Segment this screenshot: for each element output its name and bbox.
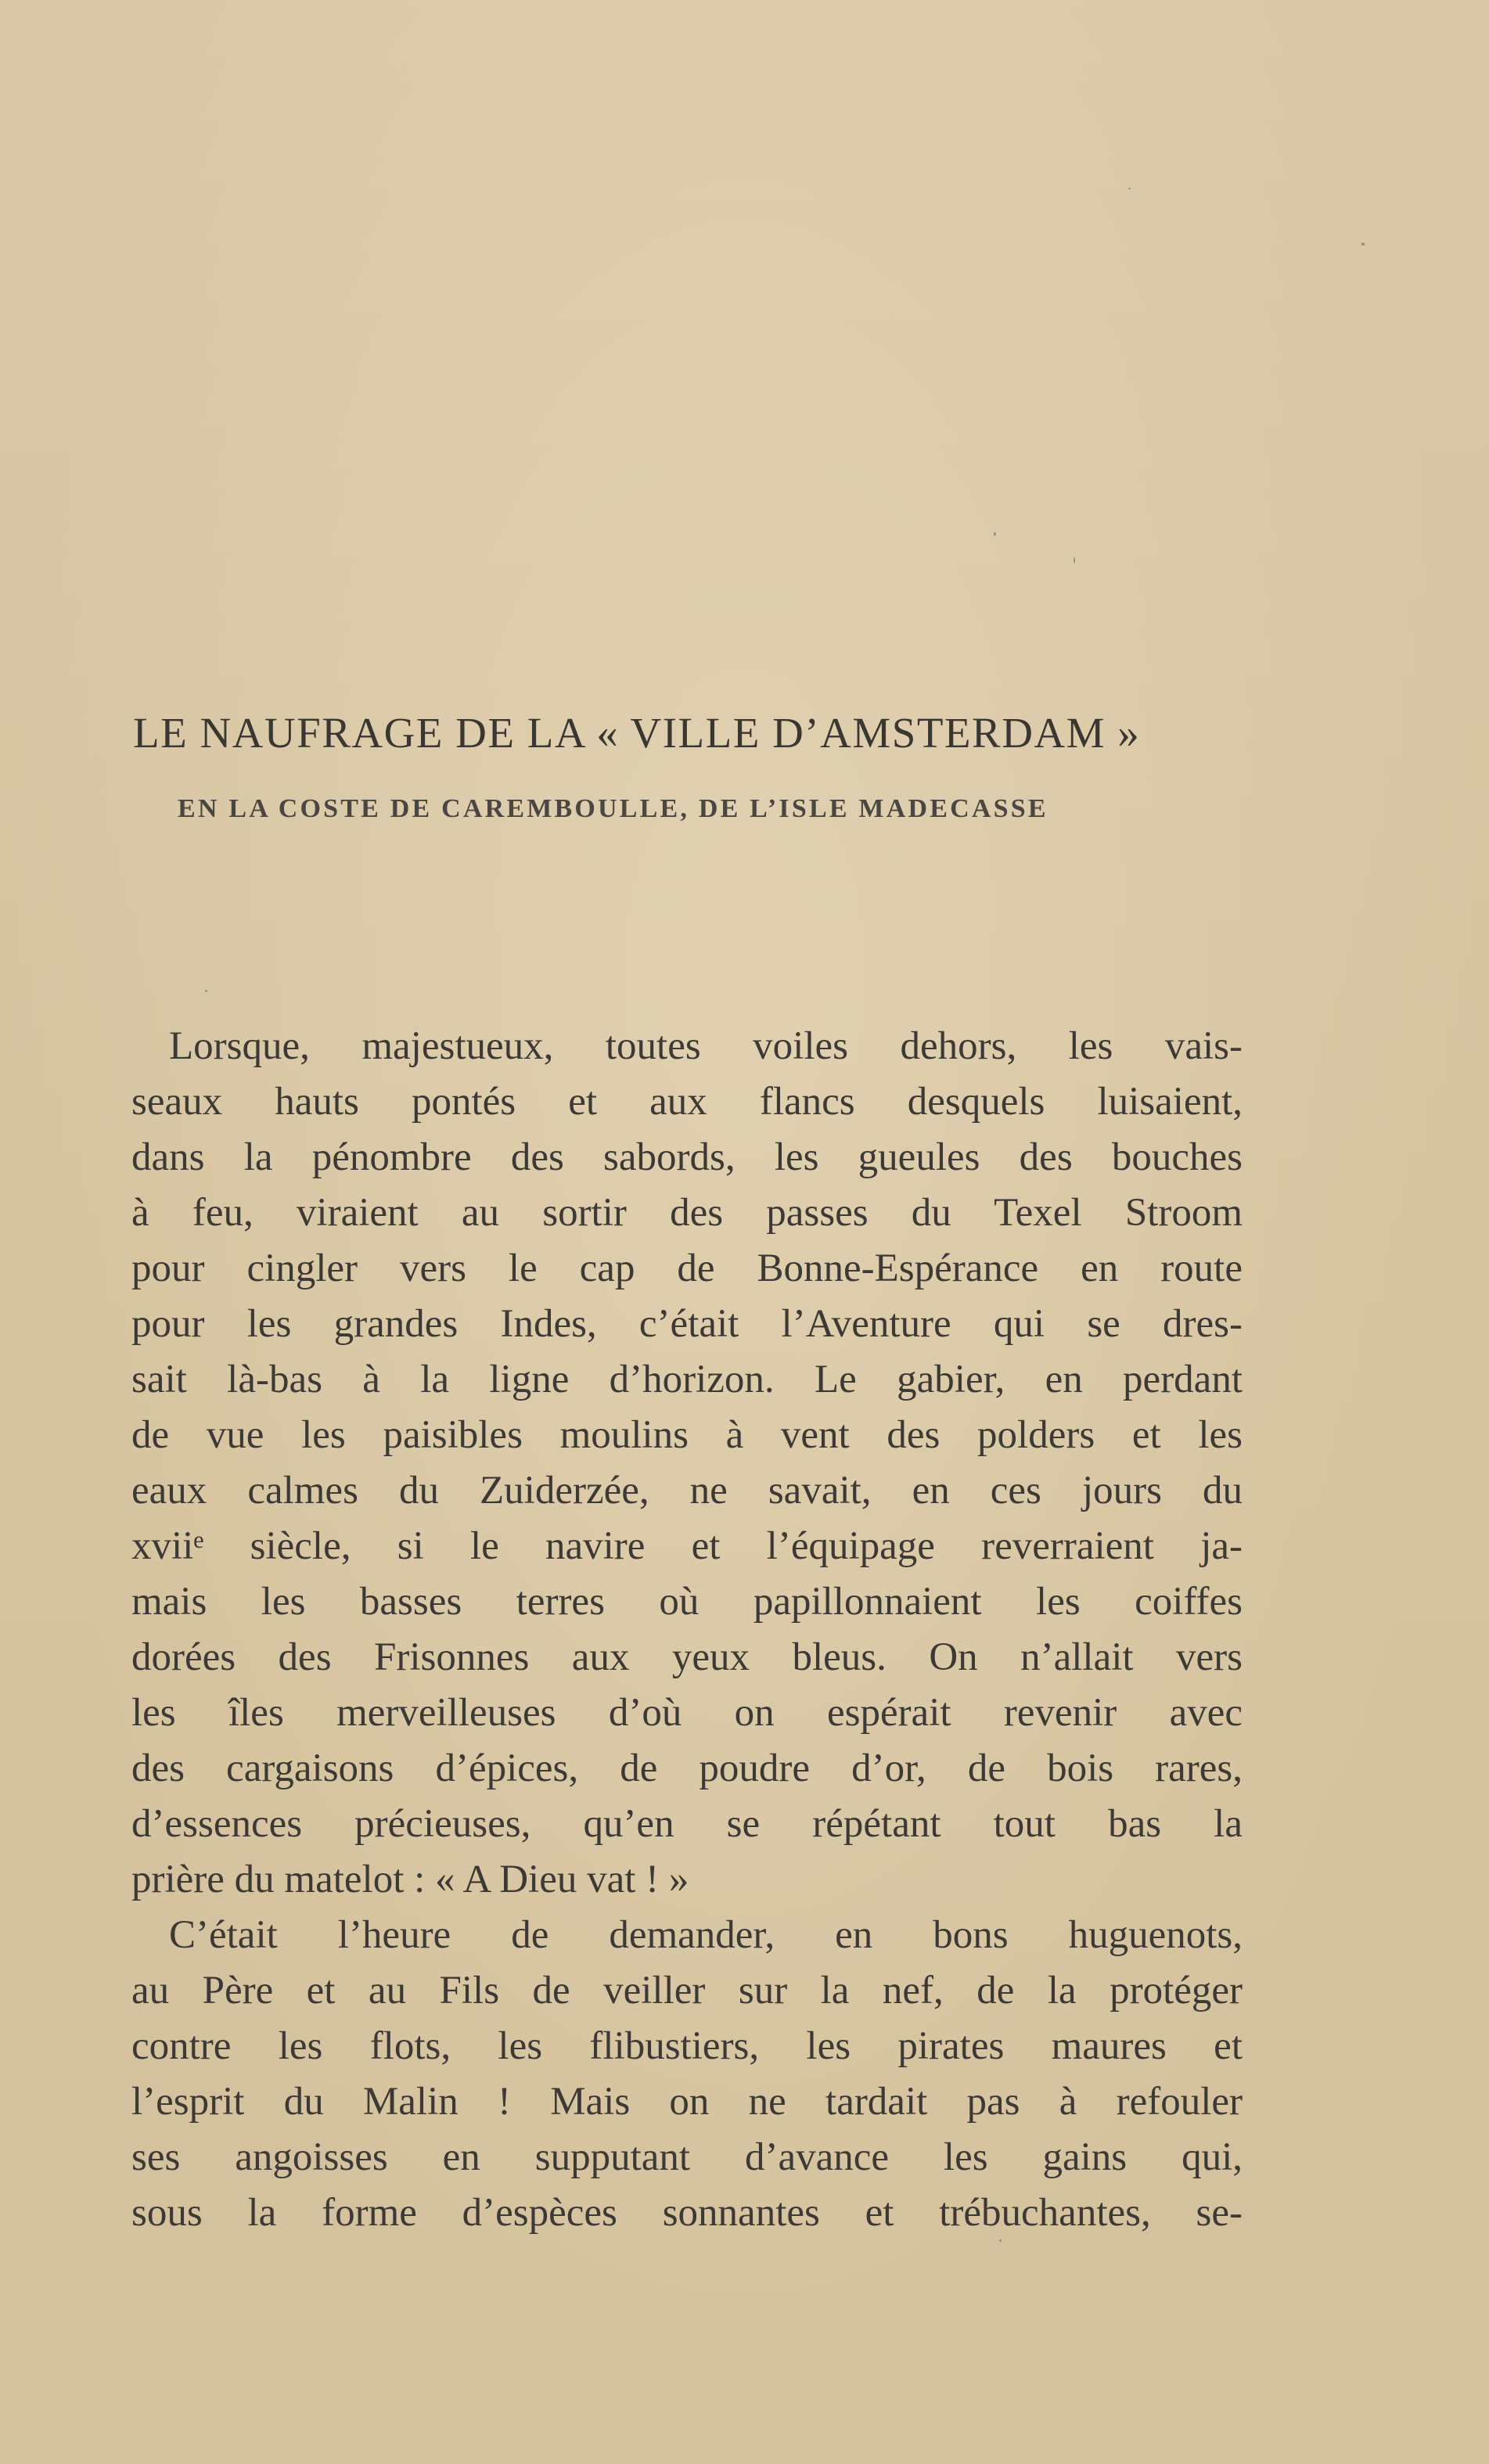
paper-speck — [999, 2239, 1002, 2242]
text-line: les îles merveilleuses d’où on espérait revenir avec — [131, 1691, 1243, 1735]
text-line: dans la pénombre des sabords, les gueules des bouches — [131, 1135, 1243, 1179]
text-line: des cargaisons d’épices, de poudre d’or, de bois rares, — [131, 1746, 1243, 1790]
paper-speck — [1074, 557, 1075, 563]
chapter-title: LE NAUFRAGE DE LA « VILLE D’AMSTERDAM » — [133, 709, 1141, 757]
text-line: C’était l’heure de demander, en bons huguenots, — [169, 1913, 1243, 1957]
paper-speck — [994, 532, 996, 536]
paper-speck — [1361, 243, 1365, 246]
text-line: prière du matelot : « A Dieu vat ! » — [131, 1858, 689, 1901]
text-line: seaux hauts pontés et aux flancs desquels luisaient, — [131, 1080, 1243, 1124]
body-text — [131, 1019, 1243, 2241]
paper-speck — [205, 990, 207, 992]
text-line: sous la forme d’espèces sonnantes et trébuchantes, se- — [131, 2191, 1243, 2235]
text-line: pour les grandes Indes, c’était l’Aventure qui se dres- — [131, 1302, 1243, 1346]
text-line: de vue les paisibles moulins à vent des polders et les — [131, 1413, 1243, 1457]
text-line: dorées des Frisonnes aux yeux bleus. On n’allait vers — [131, 1635, 1243, 1679]
text-line: Lorsque, majestueux, toutes voiles dehors, les vais- — [169, 1024, 1243, 1068]
text-line: pour cingler vers le cap de Bonne-Espérance en route — [131, 1246, 1243, 1290]
chapter-subtitle: EN LA COSTE DE CAREMBOULLE, DE L’ISLE MADECASSE — [178, 794, 1048, 823]
text-line: sait là-bas à la ligne d’horizon. Le gabier, en perdant — [131, 1358, 1243, 1401]
text-line: l’esprit du Malin ! Mais on ne tardait pas à refouler — [131, 2080, 1243, 2124]
text-line: d’essences précieuses, qu’en se répétant tout bas la — [131, 1802, 1243, 1846]
text-line: eaux calmes du Zuiderzée, ne savait, en ces jours du — [131, 1469, 1243, 1513]
text-line: à feu, viraient au sortir des passes du Texel Stroom — [131, 1191, 1243, 1235]
text-line: xviiᵉ siècle, si le navire et l’équipage reverraient ja- — [131, 1524, 1243, 1568]
text-line: contre les flots, les flibustiers, les pirates maures et — [131, 2024, 1243, 2068]
text-line: mais les basses terres où papillonnaient les coiffes — [131, 1580, 1243, 1624]
text-line: au Père et au Fils de veiller sur la nef, de la protéger — [131, 1969, 1243, 2013]
paper-speck — [1128, 188, 1131, 189]
text-line: ses angoisses en supputant d’avance les gains qui, — [131, 2135, 1243, 2179]
